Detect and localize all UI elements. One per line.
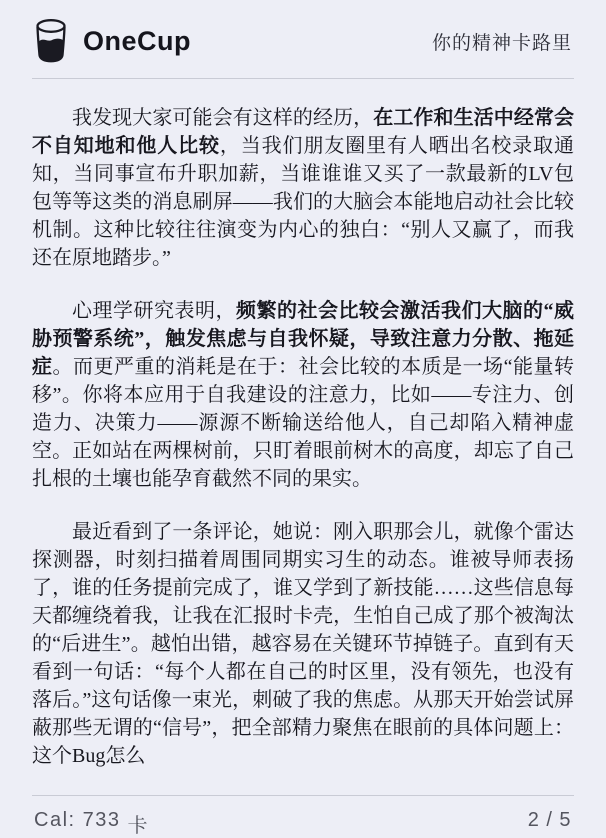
app-tagline: 你的精神卡路里 bbox=[431, 32, 572, 54]
page-separator: / bbox=[546, 809, 554, 831]
text-segment: 心理学研究表明， bbox=[72, 300, 236, 322]
text-segment: ，当我们朋友圈里有人晒出名校录取通知，当同事宣布升职加薪，当谁谁谁又买了一款最新的LV包包等等这类的消息刷屏——我们的大脑会本能地启动社会比较机制。这种比较往往演变为内心的独白：“别人又赢了，而我还在原地踏步。” bbox=[32, 135, 575, 269]
app-header bbox=[32, 14, 574, 79]
text-segment: 。而更严重的消耗是在于：社会比较的本质是一场“能量转移”。你将本应用于自我建设的注意力，比如——专注力、创造力、决策力——源源不断输送给他人，自己却陷入精神虚空。正如站在两棵树前，只盯着眼前树木的高度，却忘了自己扎根的土壤也能孕育截然不同的果实。 bbox=[32, 356, 574, 490]
paragraph-1 bbox=[32, 104, 574, 272]
calorie-counter bbox=[34, 809, 149, 838]
calorie-unit: 卡 bbox=[127, 815, 149, 837]
bold-text-segment: 在工作和生活中经常会不自知地和他人比较 bbox=[32, 107, 574, 157]
page-indicator bbox=[528, 809, 572, 832]
page-total: 5 bbox=[559, 809, 572, 831]
calorie-label: Cal: bbox=[34, 809, 76, 831]
calorie-value: 733 bbox=[82, 809, 121, 831]
reader-page[interactable] bbox=[32, 79, 574, 795]
text-segment: 最近看到了一条评论，她说：刚入职那会儿，就像个雷达探测器，时刻扫描着周围同期实习生的动态。谁被导师表扬了，谁的任务提前完成了，谁又学到了新技能……这些信息每天都缠绕着我，让我在汇报时卡壳，生怕自己成了那个被淘汰的“后进生”。越怕出错，越容易在关键环节掉链子。直到有天看到一句话：“每个人都在自己的时区里，没有领先，也没有落后。”这句话像一束光，刺破了我的焦虑。从那天开始尝试屏蔽那些无谓的“信号”，把全部精力聚焦在眼前的具体问题上：这个Bug怎么 bbox=[32, 521, 574, 767]
page-current: 2 bbox=[527, 809, 541, 831]
text-segment: 我发现大家可能会有这样的经历， bbox=[72, 107, 374, 129]
paragraph-2 bbox=[32, 297, 574, 493]
app-title: OneCup bbox=[83, 25, 191, 56]
cup-half-full-icon bbox=[34, 18, 68, 64]
bold-text-segment: 频繁的社会比较会激活我们大脑的“威胁预警系统”，触发焦虑与自我怀疑，导致注意力分散、拖延症 bbox=[32, 300, 574, 378]
paragraph-3 bbox=[32, 518, 574, 770]
status-bar bbox=[32, 795, 574, 838]
